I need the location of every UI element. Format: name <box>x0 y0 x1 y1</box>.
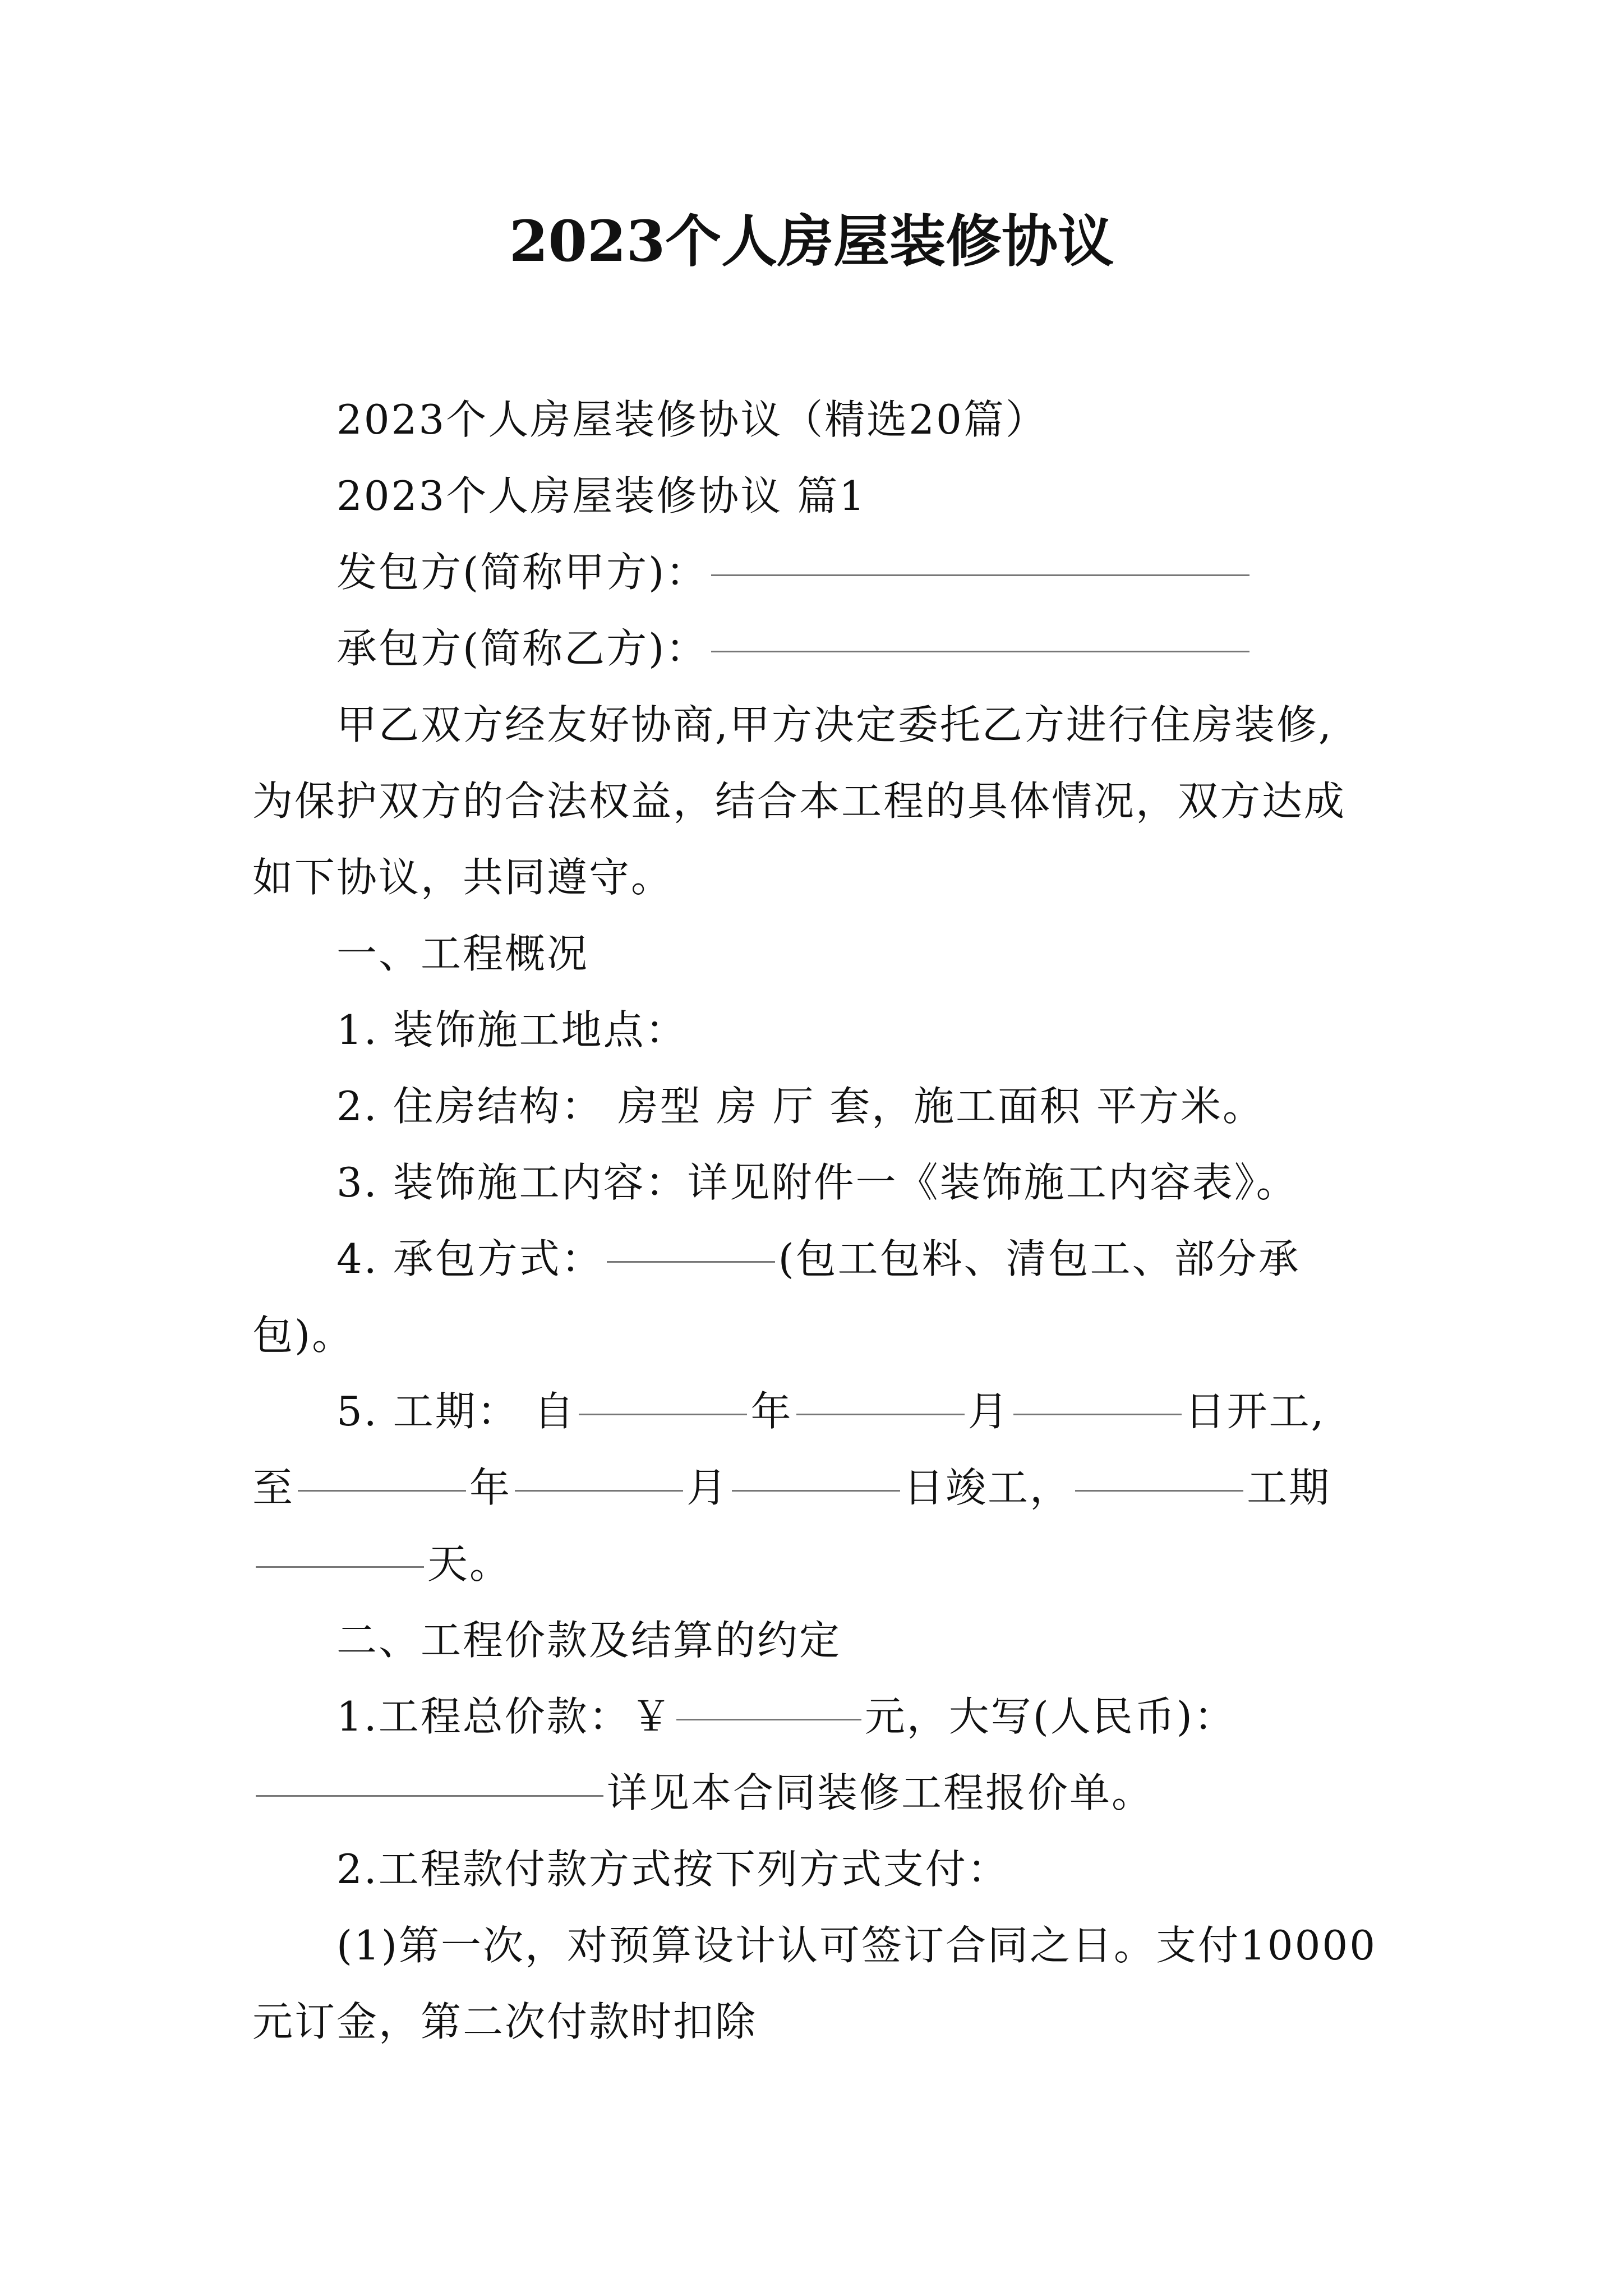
item-total-price-cont <box>252 1755 1385 1831</box>
days-label: 天。 <box>427 1540 512 1588</box>
paragraph-intro-line-3: 如下协议，共同遵守。 <box>252 854 674 901</box>
item-schedule-cont <box>252 1450 1385 1526</box>
total-price-blank <box>676 1718 861 1720</box>
heading-price-settlement: 二、工程价款及结算的约定 <box>336 1617 842 1664</box>
quote-reference: 详见本合同装修工程报价单。 <box>607 1769 1154 1816</box>
end-month-blank <box>515 1489 683 1492</box>
paragraph-party-b <box>252 610 1385 687</box>
paragraph-party-a <box>252 534 1385 610</box>
end-year-label: 年 <box>469 1464 512 1511</box>
party-b-blank <box>711 650 1249 652</box>
start-year-blank <box>579 1413 747 1415</box>
contract-method-options: (包工包料、清包工、部分承 <box>778 1235 1301 1282</box>
item-payment-method: 2.工程款付款方式按下列方式支付： <box>336 1846 1009 1893</box>
start-year-label: 年 <box>750 1388 793 1435</box>
total-price-label: 1.工程总价款：￥ <box>336 1693 673 1740</box>
end-day-blank <box>732 1489 900 1492</box>
total-price-uppercase-label: 元，大写(人民币)： <box>864 1693 1236 1740</box>
item-schedule <box>252 1373 1385 1450</box>
party-b-label: 承包方(简称乙方)： <box>336 625 708 672</box>
duration-label: 工期 <box>1247 1464 1331 1511</box>
item-schedule-days <box>252 1526 1385 1602</box>
item-structure: 2. 住房结构： 房型 房 厅 套，施工面积 平方米。 <box>336 1083 1265 1130</box>
contract-method-blank <box>607 1260 775 1263</box>
item-contract-method-cont: 包)。 <box>252 1312 354 1359</box>
start-day-blank <box>1013 1413 1182 1415</box>
start-day-label: 日开工, <box>1184 1388 1326 1435</box>
contract-method-label: 4. 承包方式： <box>336 1235 603 1282</box>
item-first-payment-cont: 元订金，第二次付款时扣除 <box>252 1998 758 2045</box>
end-month-label: 月 <box>686 1464 729 1511</box>
days-blank <box>256 1566 424 1568</box>
item-content: 3. 装饰施工内容：详见附件一《装饰施工内容表》。 <box>336 1159 1298 1206</box>
schedule-label: 5. 工期： 自 <box>336 1388 576 1435</box>
item-location: 1. 装饰施工地点： <box>336 1006 688 1053</box>
party-a-blank <box>711 574 1249 576</box>
paragraph-intro-line-2: 为保护双方的合法权益，结合本工程的具体情况，双方达成 <box>252 777 1347 825</box>
party-a-label: 发包方(简称甲方)： <box>336 549 708 596</box>
document-title: 2023个人房屋装修协议 <box>509 208 1114 274</box>
duration-blank <box>1075 1489 1243 1492</box>
uppercase-amount-blank <box>256 1795 603 1797</box>
end-label: 至 <box>252 1464 295 1511</box>
start-month-blank <box>796 1413 965 1415</box>
item-total-price <box>252 1678 1385 1755</box>
paragraph-section-heading: 2023个人房屋装修协议 篇1 <box>336 472 866 519</box>
paragraph-subtitle: 2023个人房屋装修协议（精选20篇） <box>336 396 1048 443</box>
end-day-label: 日竣工， <box>903 1464 1072 1511</box>
item-first-payment: (1)第一次，对预算设计认可签订合同之日。支付10000 <box>336 1922 1377 1969</box>
end-year-blank <box>298 1489 466 1492</box>
start-month-label: 月 <box>967 1388 1010 1435</box>
heading-project-overview: 一、工程概况 <box>336 930 589 977</box>
item-contract-method <box>252 1221 1385 1297</box>
paragraph-intro-line-1: 甲乙双方经友好协商,甲方决定委托乙方进行住房装修, <box>336 701 1333 748</box>
document-body <box>252 381 1385 2060</box>
